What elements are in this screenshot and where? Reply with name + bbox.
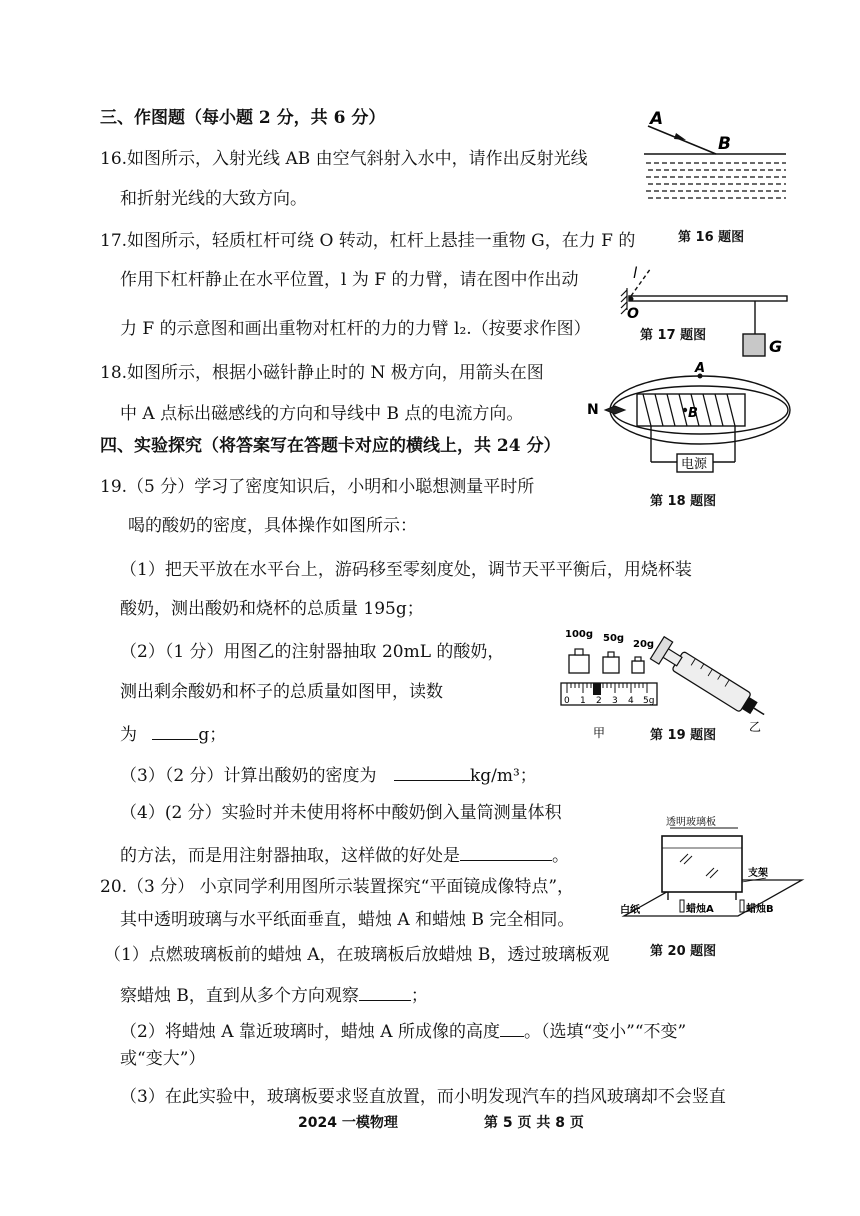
q20-p2-line-2: 或“变大”） bbox=[120, 1049, 206, 1069]
q19-p2-unit: g； bbox=[198, 725, 227, 745]
q18-label-n: N bbox=[587, 402, 599, 418]
q19-label-yi: 乙 bbox=[749, 720, 762, 734]
q17-line-1: 17.如图所示，轻质杠杆可绕 O 转动，杠杆上悬挂一重物 G，在力 F 的 bbox=[100, 231, 636, 251]
q19-p4-end: 。 bbox=[552, 846, 569, 866]
q20-p1-end: ； bbox=[410, 986, 428, 1006]
q20-p3-line-1: （3）在此实验中，玻璃板要求竖直放置，而小明发现汽车的挡风玻璃却不会竖直 bbox=[120, 1087, 726, 1107]
q19-answer-blank-2[interactable] bbox=[152, 722, 198, 740]
q19-p4-text: 的方法，而是用注射器抽取，这样做的好处是 bbox=[120, 846, 460, 866]
q16-caption: 第 16 题图 bbox=[678, 230, 745, 245]
q17-label-g: G bbox=[769, 337, 783, 356]
q19-p2-line-1: （2）（1 分）用图乙的注射器抽取 20mL 的酸奶， bbox=[120, 642, 505, 662]
q19-scale-tick-0: 0 bbox=[564, 696, 570, 706]
footer-exam-name: 2024 一模物理 bbox=[298, 1115, 398, 1131]
q20-caption: 第 20 题图 bbox=[650, 944, 717, 959]
q20-figure bbox=[618, 812, 808, 922]
q19-scale-tick-3: 3 bbox=[612, 696, 618, 706]
footer-page-number: 第 5 页 共 8 页 bbox=[484, 1115, 584, 1131]
q19-scale-tick-5: 5g bbox=[643, 696, 655, 706]
q16-figure bbox=[640, 108, 790, 208]
q16-label-a: A bbox=[650, 109, 664, 129]
q19-p1-line-2: 酸奶，测出酸奶和烧杯的总质量 195g； bbox=[120, 599, 424, 619]
q19-weight-50g: 50g bbox=[603, 633, 625, 644]
q20-answer-blank-2[interactable] bbox=[500, 1019, 524, 1037]
q17-figure bbox=[615, 262, 805, 362]
q19-line-1: 19.（5 分）学习了密度知识后，小明和小聪想测量平时所 bbox=[100, 477, 535, 497]
q19-p3-unit: kg/m³； bbox=[469, 766, 537, 786]
q20-line-2: 其中透明玻璃与水平纸面垂直，蜡烛 A 和蜡烛 B 完全相同。 bbox=[120, 910, 575, 930]
q17-line-3: 力 F 的示意图和画出重物对杠杆的力的力臂 l₂.（按要求作图） bbox=[120, 319, 591, 339]
q18-figure bbox=[585, 362, 775, 487]
q20-p1-text: 察蜡烛 B，直到从多个方向观察 bbox=[120, 986, 359, 1006]
q17-label-l: l bbox=[633, 264, 638, 282]
q19-label-jia: 甲 bbox=[593, 726, 606, 740]
q18-caption: 第 18 题图 bbox=[650, 494, 717, 509]
q20-label-candle-a: 蜡烛A bbox=[686, 904, 714, 915]
q18-power-label: 电源 bbox=[681, 457, 708, 472]
q19-p2-line-2: 测出剩余酸奶和杯子的总质量如图甲，读数 bbox=[120, 682, 443, 702]
q16-line-2: 和折射光线的大致方向。 bbox=[120, 189, 307, 209]
q16-line-1: 16.如图所示，入射光线 AB 由空气斜射入水中，请作出反射光线 bbox=[100, 149, 588, 169]
q17-caption: 第 17 题图 bbox=[640, 328, 707, 343]
q19-caption: 第 19 题图 bbox=[650, 728, 717, 743]
q18-line-2: 中 A 点标出磁感线的方向和导线中 B 点的电流方向。 bbox=[120, 404, 524, 424]
q19-p3-text: （3）（2 分）计算出酸奶的密度为 bbox=[120, 766, 377, 786]
q17-label-o: O bbox=[627, 306, 639, 322]
q20-p2-line-1 bbox=[120, 1019, 686, 1042]
q20-p1-line-2 bbox=[120, 983, 428, 1006]
q20-p2-options: 。（选填“变小”“不变” bbox=[523, 1022, 687, 1042]
q20-label-glass: 透明玻璃板 bbox=[666, 817, 716, 828]
q17-line-2: 作用下杠杆静止在水平位置，l 为 F 的力臂，请在图中作出动 bbox=[120, 270, 579, 290]
q19-answer-blank-4[interactable] bbox=[460, 843, 552, 861]
q19-scale-tick-2: 2 bbox=[596, 696, 602, 706]
q19-p3-line bbox=[120, 763, 537, 786]
q18-label-a: A bbox=[695, 361, 706, 376]
q19-answer-blank-3[interactable] bbox=[394, 763, 470, 781]
q19-weight-20g: 20g bbox=[633, 639, 655, 650]
q20-label-candle-b: 蜡烛B bbox=[746, 904, 774, 915]
q19-p1-line-1: （1）把天平放在水平台上，游码移至零刻度处，调节天平平衡后，用烧杯装 bbox=[120, 560, 692, 580]
q19-scale-tick-1: 1 bbox=[580, 696, 586, 706]
q19-p2-line-3 bbox=[120, 722, 226, 745]
q20-p2-text: （2）将蜡烛 A 靠近玻璃时，蜡烛 A 所成像的高度 bbox=[120, 1022, 500, 1042]
q20-line-1: 20.（3 分） 小京同学利用图所示装置探究“平面镜成像特点”， bbox=[100, 877, 575, 897]
q18-label-b: B bbox=[688, 406, 698, 421]
q20-p1-line-1: （1）点燃玻璃板前的蜡烛 A，在玻璃板后放蜡烛 B，透过玻璃板观 bbox=[104, 945, 610, 965]
q20-label-paper: 白纸 bbox=[620, 905, 640, 916]
q19-p4-line-2 bbox=[120, 843, 569, 866]
q18-line-1: 18.如图所示，根据小磁针静止时的 N 极方向，用箭头在图 bbox=[100, 363, 544, 383]
q20-answer-blank-1[interactable] bbox=[359, 983, 411, 1001]
q19-p4-line-1: （4）(2 分）实验时并未使用将杯中酸奶倒入量筒测量体积 bbox=[120, 803, 562, 823]
q19-weight-100g: 100g bbox=[565, 629, 594, 640]
q16-label-b: B bbox=[718, 134, 731, 154]
q19-scale-tick-4: 4 bbox=[628, 696, 634, 706]
q19-p2-prefix: 为 bbox=[120, 725, 137, 745]
section-3-title: 三、作图题（每小题 2 分，共 6 分） bbox=[100, 108, 386, 128]
q19-line-2: 喝的酸奶的密度，具体操作如图所示： bbox=[128, 516, 417, 536]
section-4-title: 四、实验探究（将答案写在答题卡对应的横线上，共 24 分） bbox=[100, 436, 561, 456]
q20-label-stand: 支架 bbox=[748, 868, 768, 879]
